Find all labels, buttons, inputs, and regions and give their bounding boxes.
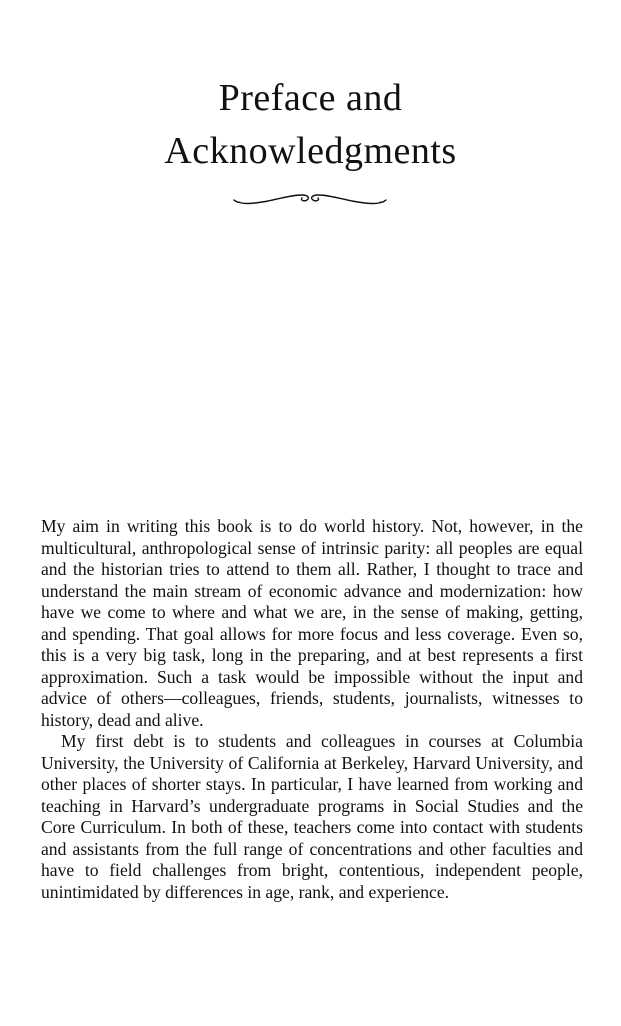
preface-body: [41, 516, 583, 903]
title-line-2: Acknowledgments: [164, 130, 457, 172]
flourish-ornament-icon: [230, 186, 390, 210]
paragraph-2: My first debt is to students and colleagues in courses at Columbia University, the University of California at Berkeley, Harvard University, and other places of shorter stays. In particular, I have learned from working and teaching in Harvard’s undergraduate programs in Social Studies and the Core Curriculum. In both of these, teachers come into contact with students and assistants from the full range of concentrations and other faculties and have to field challenges from bright, contentious, independent people, unintimidated by differences in age, rank, and experience.: [41, 731, 583, 902]
title-line-1: Preface and: [218, 77, 403, 119]
page-title: [0, 72, 621, 178]
paragraph-1: My aim in writing this book is to do world history. Not, however, in the multicultural, anthropological sense of intrinsic parity: all peoples are equal and the historian tries to attend to them all. Rather, I thought to trace and understand the main stream of economic advance and modernization: how have we come to where and what we are, in the sense of making, getting, and spending. That goal allows for more focus and less coverage. Even so, this is a very big task, long in the preparing, and at best represents a first approximation. Such a task would be impossible without the input and advice of others—colleagues, friends, students, journalists, witnesses to history, dead and alive.: [41, 516, 583, 730]
